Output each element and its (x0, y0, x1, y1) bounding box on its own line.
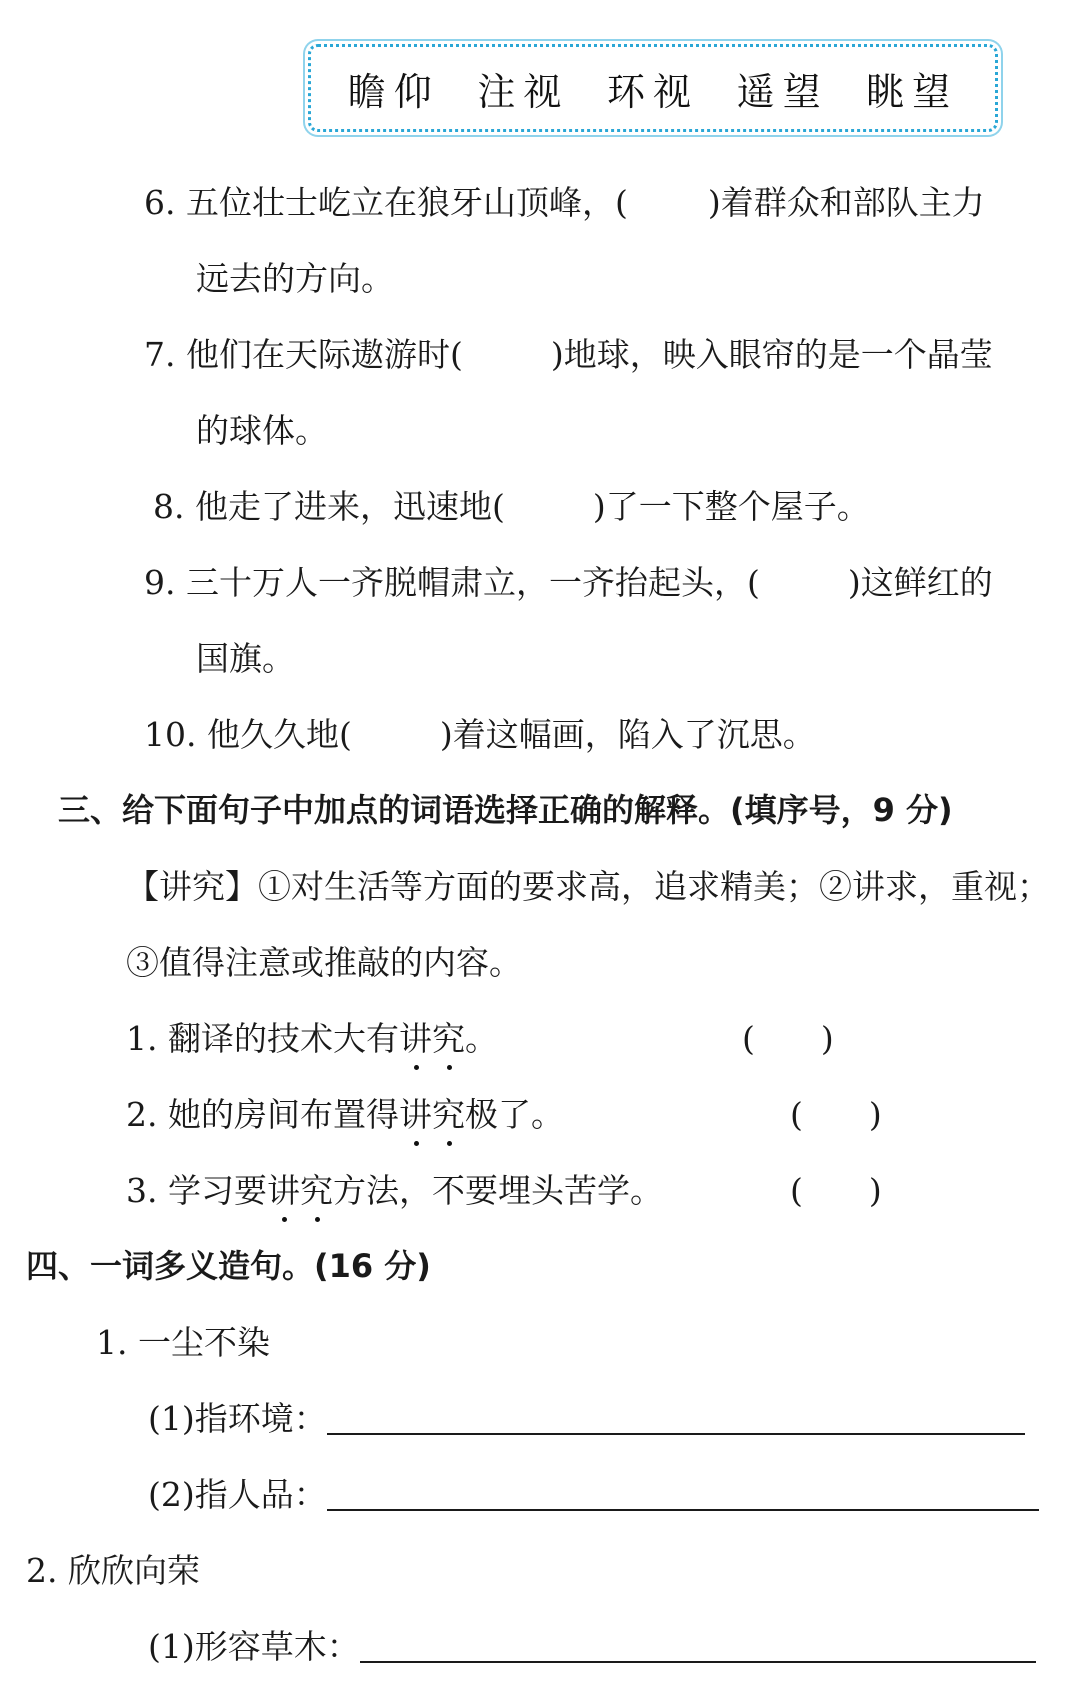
dotted-char: 究 (432, 1095, 465, 1134)
definition-line: ③值得注意或推敲的内容。 (126, 943, 522, 982)
sentence-text: 翻译的技术大有 (168, 1019, 399, 1058)
section-3-heading: 三、给下面句子中加点的词语选择正确的解释。(填序号，9 分) (58, 791, 953, 829)
answer-paren[interactable]: ( ) (790, 1095, 882, 1134)
sentence-text: 她的房间布置得 (168, 1095, 399, 1134)
section-3-item-3 (126, 1171, 663, 1210)
question-text: 三十万人一齐脱帽肃立，一齐抬起头，( (186, 563, 760, 602)
sub-question-label: (1)指环境： (148, 1399, 327, 1438)
sentence-text: 极了。 (465, 1095, 564, 1134)
question-number: 9. (144, 563, 176, 602)
question-6-continued: 远去的方向。 (196, 259, 394, 298)
question-6 (144, 183, 985, 222)
question-text: )这鲜红的 (847, 563, 993, 602)
dotted-char: 讲 (267, 1171, 300, 1210)
question-text: )着这幅画，陷入了沉思。 (439, 715, 816, 754)
question-number: 8. (153, 487, 185, 526)
question-number: 10. (144, 715, 197, 754)
section-4-q1 (96, 1323, 270, 1362)
dotted-char: 讲 (399, 1095, 432, 1134)
question-9 (144, 563, 993, 602)
word-bank-item: 眺望 (866, 69, 959, 114)
word-bank-item: 遥望 (736, 69, 829, 114)
section-4-q1-sub1 (148, 1399, 1025, 1438)
answer-line[interactable] (327, 1403, 1025, 1435)
answer-line[interactable] (360, 1631, 1036, 1663)
question-7-continued: 的球体。 (196, 411, 328, 450)
section-4-heading: 四、一词多义造句。(16 分) (26, 1247, 431, 1285)
question-number: 1. (126, 1019, 158, 1058)
question-number: 2. (26, 1551, 58, 1590)
question-number: 3. (126, 1171, 158, 1210)
sentence-text: 。 (465, 1019, 498, 1058)
question-text: 他久久地( (206, 715, 352, 754)
question-text: )着群众和部队主力 (707, 183, 985, 222)
sub-question-label: (2)指人品： (148, 1475, 327, 1514)
answer-line[interactable] (327, 1479, 1039, 1511)
section-3-item-2 (126, 1095, 564, 1134)
question-7 (144, 335, 993, 374)
section-4-q2-sub1 (148, 1627, 1036, 1666)
word-bank-item: 环视 (606, 69, 699, 114)
question-text: 五位壮士屹立在狼牙山顶峰，( (186, 183, 628, 222)
question-8 (153, 487, 870, 526)
question-9-continued: 国旗。 (196, 639, 295, 678)
question-number: 2. (126, 1095, 158, 1134)
question-text: )地球，映入眼帘的是一个晶莹 (550, 335, 993, 374)
section-4-q2 (26, 1551, 200, 1590)
question-text: 他走了进来，迅速地( (195, 487, 505, 526)
idiom: 欣欣向荣 (68, 1551, 200, 1590)
answer-paren[interactable]: ( ) (742, 1019, 834, 1058)
dotted-char: 讲 (399, 1019, 432, 1058)
section-3-item-1 (126, 1019, 498, 1058)
idiom: 一尘不染 (138, 1323, 270, 1362)
question-text: 他们在天际遨游时( (186, 335, 463, 374)
word-bank-item: 瞻仰 (347, 69, 440, 114)
word-bank-box (308, 44, 998, 132)
word-bank-item: 注视 (477, 69, 570, 114)
answer-paren[interactable]: ( ) (790, 1171, 882, 1210)
dotted-char: 究 (300, 1171, 333, 1210)
sub-question-label: (1)形容草木： (148, 1627, 360, 1666)
question-number: 7. (144, 335, 176, 374)
sentence-text: 方法，不要埋头苦学。 (333, 1171, 663, 1210)
sentence-text: 学习要 (168, 1171, 267, 1210)
question-text: )了一下整个屋子。 (592, 487, 870, 526)
definition-line: 【讲究】①对生活等方面的要求高，追求精美；②讲求，重视； (126, 867, 1050, 906)
question-10 (144, 715, 816, 754)
question-number: 6. (144, 183, 176, 222)
section-4-q1-sub2 (148, 1475, 1039, 1514)
question-number: 1. (96, 1323, 128, 1362)
dotted-char: 究 (432, 1019, 465, 1058)
